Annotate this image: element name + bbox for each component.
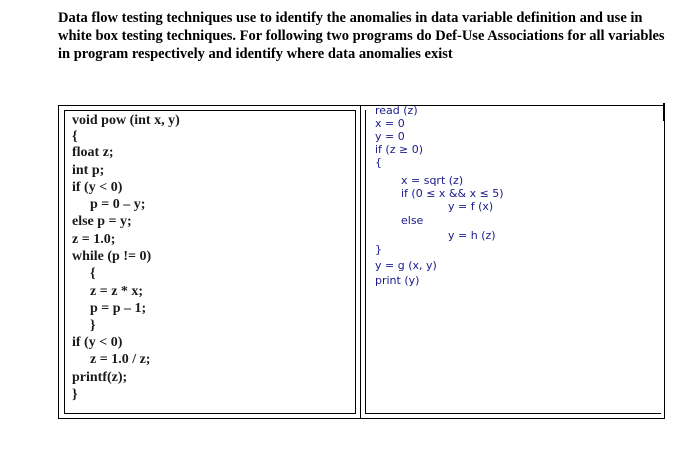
program-a-line: printf(z); [72, 370, 128, 385]
program-a-line: } [72, 387, 78, 402]
program-a-line: { [72, 129, 78, 144]
program-a-line: z = z * x; [90, 284, 144, 299]
program-b-line: else [401, 214, 424, 227]
program-a-line: if (y < 0) [72, 335, 123, 350]
program-a-line: float z; [72, 145, 114, 160]
program-b-line: y = 0 [375, 130, 405, 143]
program-b-line: } [375, 243, 382, 256]
program-b-line: x = sqrt (z) [401, 174, 464, 187]
program-a-line: else p = y; [72, 214, 132, 229]
column-divider [360, 106, 361, 418]
program-a-line: while (p != 0) [72, 249, 152, 264]
program-b-line: y = g (x, y) [375, 259, 437, 272]
program-b-line: if (0 ≤ x && x ≤ 5) [401, 187, 504, 200]
program-a-line: } [90, 318, 96, 333]
program-b-line: y = f (x) [448, 200, 494, 213]
program-b-line: if (z ≥ 0) [375, 143, 423, 156]
program-a-line: { [90, 266, 96, 281]
program-a-line: p = 0 – y; [90, 197, 146, 212]
program-b-line: y = h (z) [448, 229, 496, 242]
program-a-line: if (y < 0) [72, 180, 123, 195]
text-cursor [663, 103, 665, 121]
program-a-line: z = 1.0 / z; [90, 352, 151, 367]
program-a-line: p = p – 1; [90, 301, 147, 316]
program-a-line: int p; [72, 163, 105, 178]
program-a-line: void pow (int x, y) [72, 113, 180, 128]
question-text: Data flow testing techniques use to identify the anomalies in data variable definition and use in white box testing techniques. For following two programs do Def-Use Associations for all variables in program respectively and identify where data anomalies exist [58, 10, 665, 62]
program-a-line: z = 1.0; [72, 232, 116, 247]
program-b-line: { [375, 156, 382, 169]
program-b-line: read (z) [375, 104, 418, 117]
program-b-line: x = 0 [375, 117, 405, 130]
program-b-line: print (y) [375, 274, 420, 287]
